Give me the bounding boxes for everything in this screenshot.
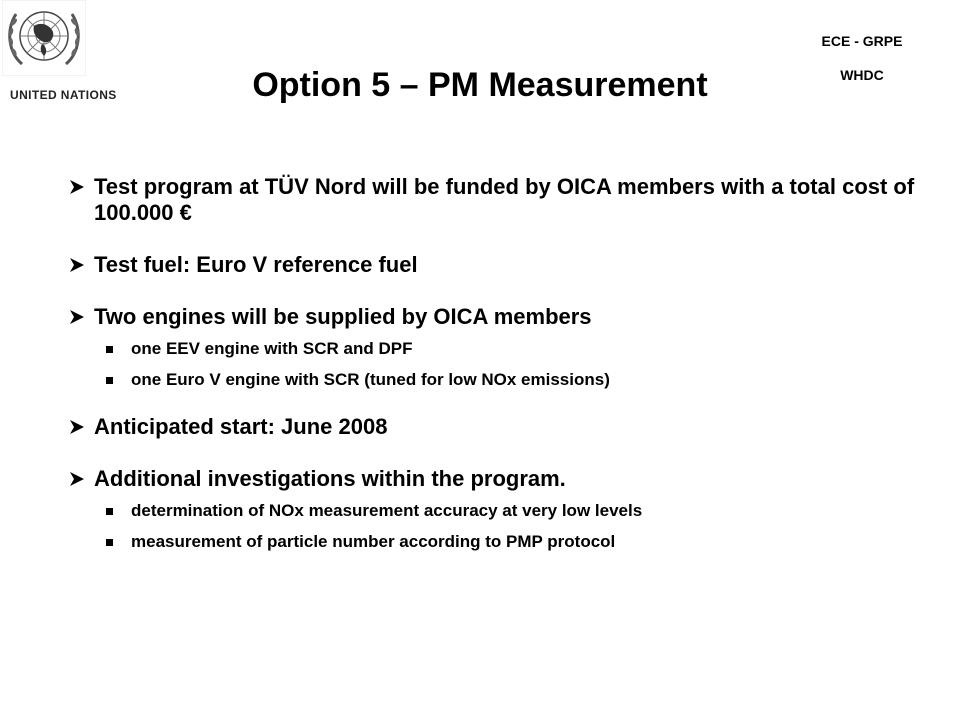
square-bullet-icon — [106, 346, 113, 353]
arrow-bullet-icon — [60, 174, 94, 195]
arrow-bullet-icon — [60, 466, 94, 487]
sub-bullet-text: determination of NOx measurement accuracy at very low levels — [131, 501, 643, 520]
sub-bullet-text: one Euro V engine with SCR (tuned for low NOx emissions) — [131, 370, 610, 389]
bullet-item — [60, 174, 920, 226]
bullet-text: Test program at TÜV Nord will be funded by OICA members with a total cost of 100.000 € — [94, 174, 915, 225]
bullet-text: Two engines will be supplied by OICA members — [94, 304, 592, 329]
committee-label: ECE - GRPE — [821, 33, 903, 49]
bullet-item — [60, 252, 920, 278]
slide-title: Option 5 – PM Measurement — [252, 66, 708, 104]
sub-bullet-item — [106, 530, 920, 554]
arrow-bullet-icon — [60, 252, 94, 273]
un-emblem-icon — [2, 0, 86, 76]
sub-bullet-item — [106, 368, 920, 392]
square-bullet-icon — [106, 508, 113, 515]
arrow-bullet-icon — [60, 414, 94, 435]
bullet-text: Test fuel: Euro V reference fuel — [94, 252, 418, 277]
bullet-text: Additional investigations within the program. — [94, 466, 566, 491]
bullet-item — [60, 414, 920, 440]
sub-bullet-item — [106, 499, 920, 523]
organization-label: UNITED NATIONS — [10, 88, 117, 102]
bullet-item — [60, 466, 920, 492]
header-meta — [792, 24, 932, 92]
arrow-bullet-icon — [60, 304, 94, 325]
bullet-text: Anticipated start: June 2008 — [94, 414, 388, 439]
bullet-list — [60, 174, 920, 554]
square-bullet-icon — [106, 377, 113, 384]
square-bullet-icon — [106, 539, 113, 546]
bullet-item — [60, 304, 920, 330]
working-group-label: WHDC — [840, 67, 884, 83]
sub-bullet-item — [106, 337, 920, 361]
sub-bullet-text: one EEV engine with SCR and DPF — [131, 339, 413, 358]
sub-bullet-text: measurement of particle number according to PMP protocol — [131, 532, 616, 551]
